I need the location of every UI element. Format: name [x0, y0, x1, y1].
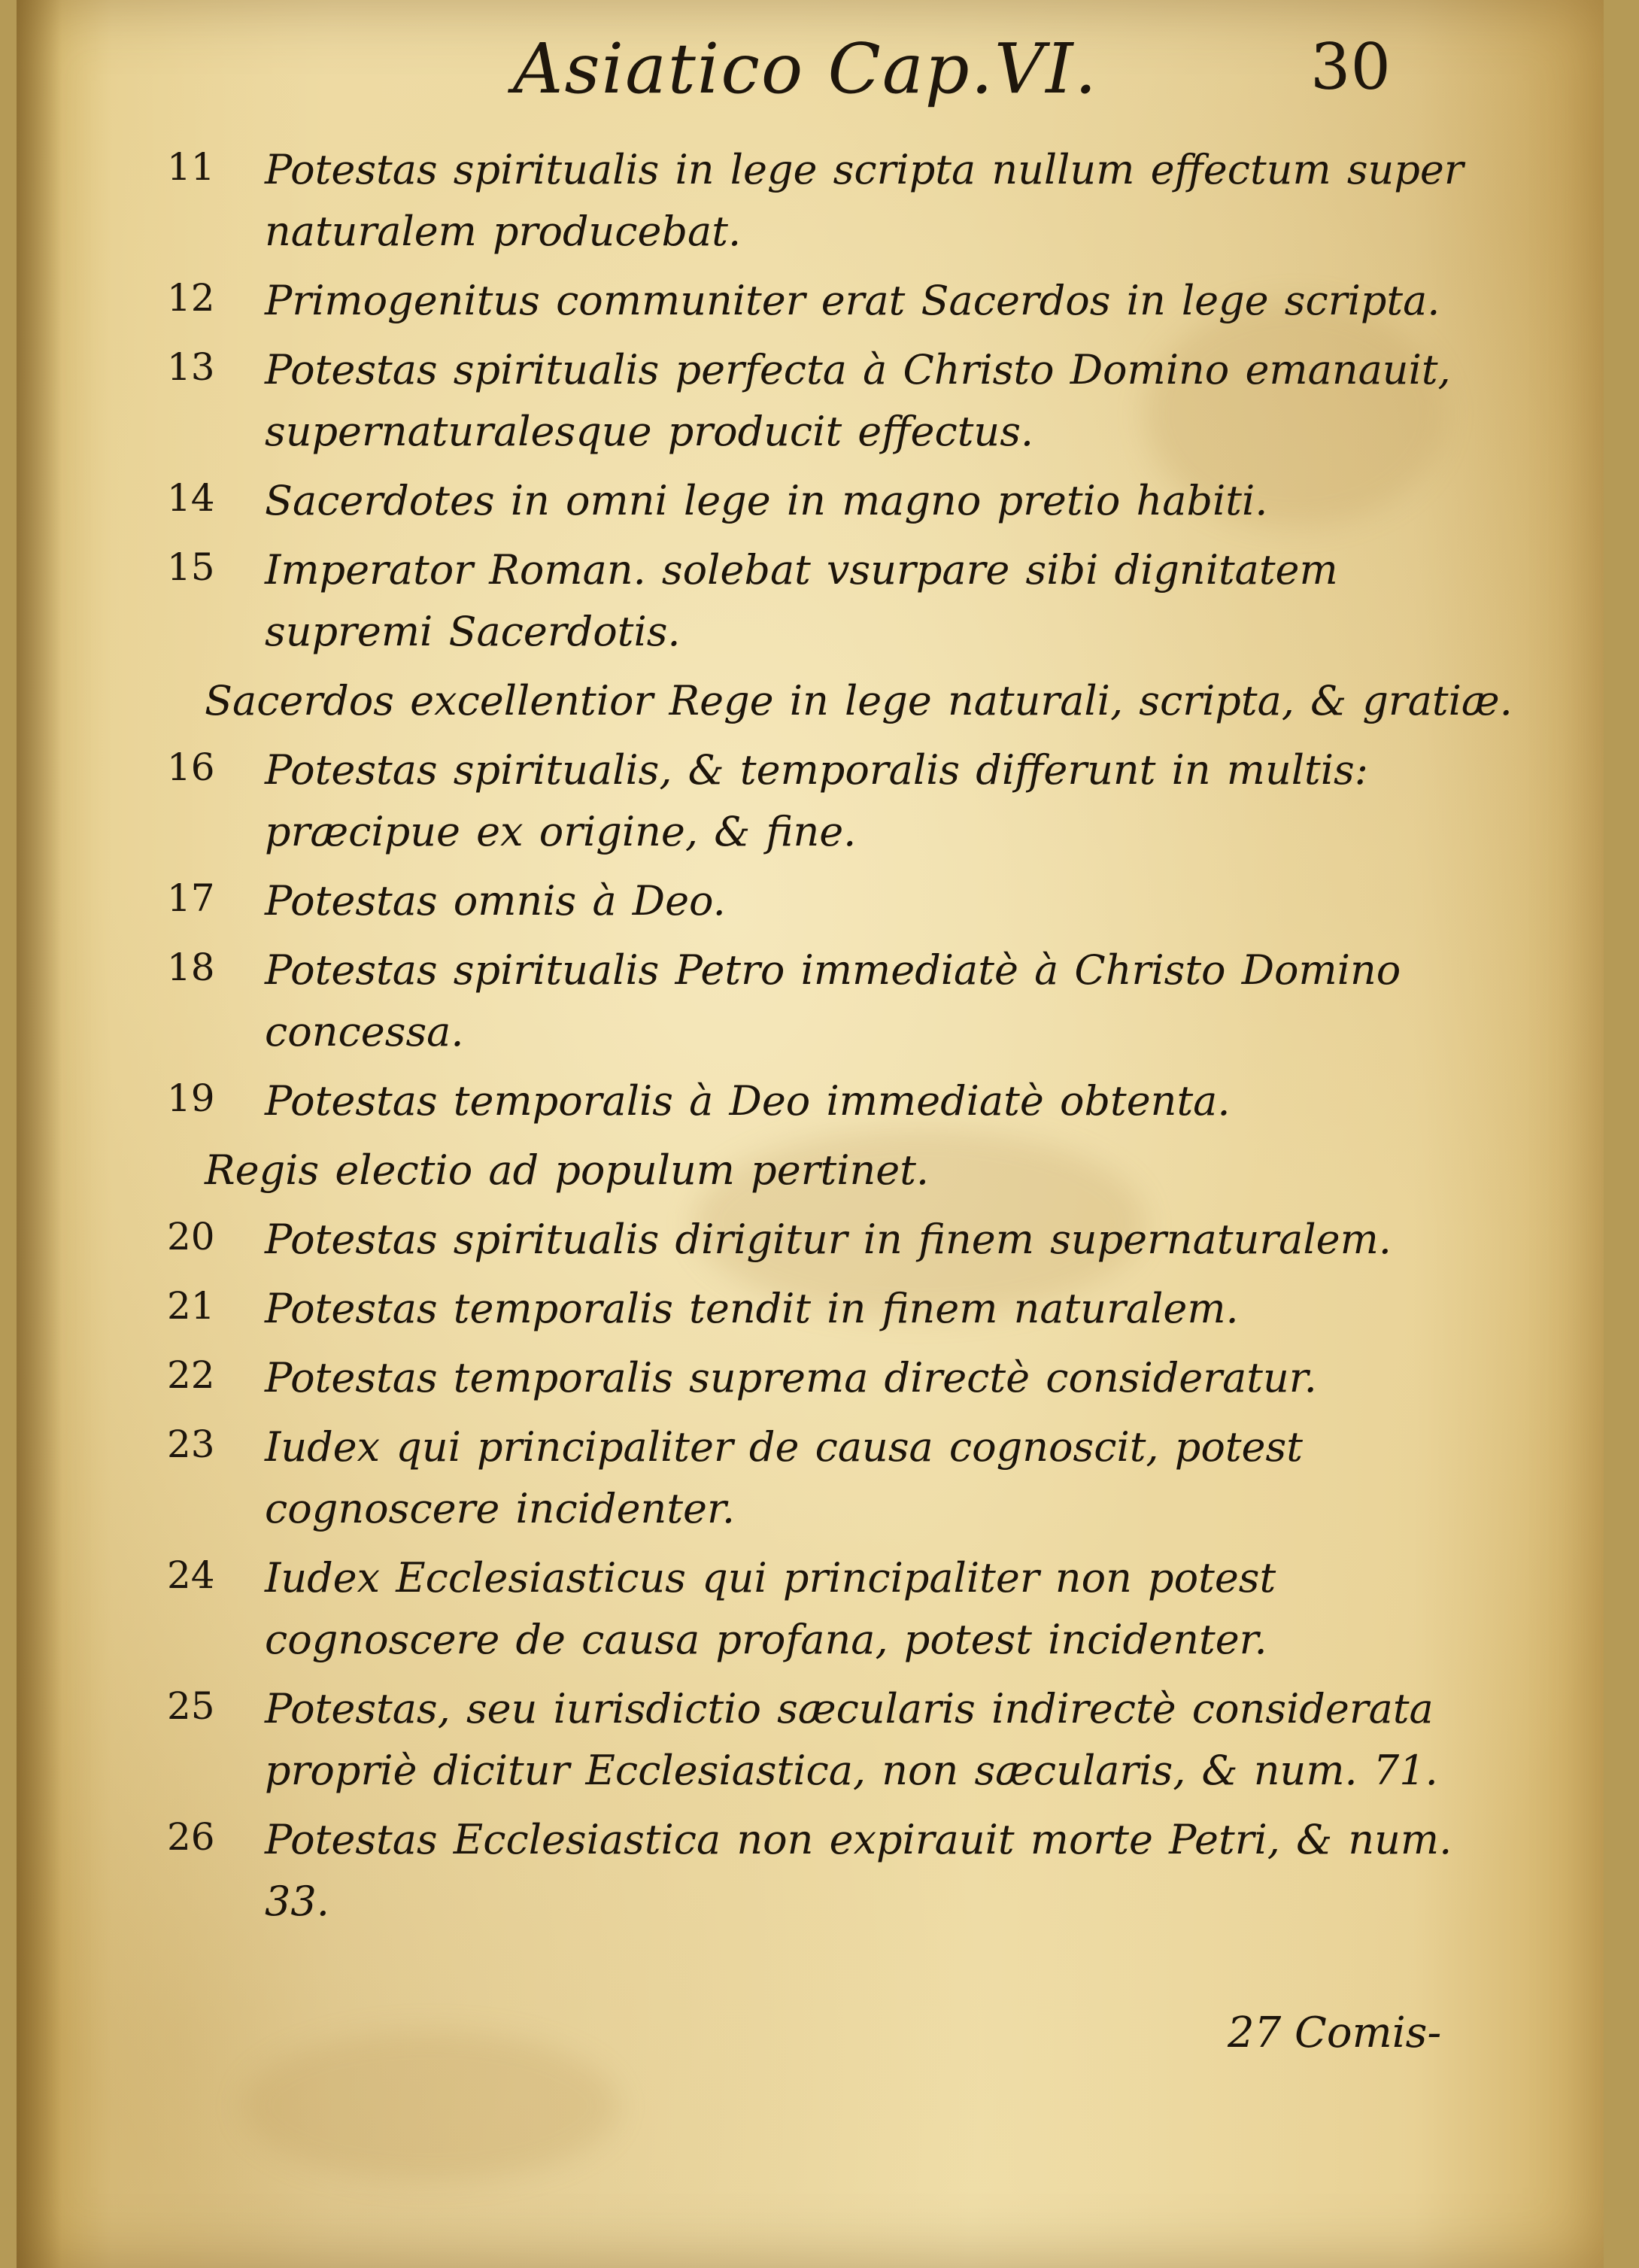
entry-number: 23: [167, 1422, 215, 1466]
entry-number: 11: [167, 145, 215, 189]
summary-entry: [167, 470, 1513, 532]
entry-number: 20: [167, 1215, 215, 1258]
summary-entry: [167, 940, 1513, 1063]
summary-entry: [167, 339, 1513, 463]
entry-number: 18: [167, 946, 215, 989]
summary-entry: [167, 139, 1513, 263]
entry-text: Primogenitus communiter erat Sacerdos in lege scripta.: [265, 277, 1440, 324]
entry-text: Potestas, seu iurisdictio sæcularis indirectè considerata propriè dicitur Ecclesiastica, non sæcularis, & num. 71.: [265, 1685, 1438, 1794]
entry-text: Potestas temporalis tendit in finem naturalem.: [265, 1285, 1239, 1332]
entry-number: 19: [167, 1076, 215, 1120]
entry-number: 22: [167, 1353, 215, 1397]
entry-number: 13: [167, 345, 215, 389]
entry-number: 24: [167, 1553, 215, 1597]
entry-number: 21: [167, 1284, 215, 1328]
page-edge-shadow: [17, 0, 62, 2268]
entry-text: Potestas spiritualis perfecta à Christo Domino emanauit, supernaturalesque producit effectus.: [265, 346, 1451, 455]
entry-number: 15: [167, 545, 215, 589]
summary-entry: [167, 1547, 1513, 1671]
entry-text: Potestas spiritualis in lege scripta nullum effectum super naturalem producebat.: [265, 146, 1464, 255]
entry-text: Sacerdos excellentior Rege in lege naturali, scripta, & gratiæ.: [205, 677, 1513, 724]
entry-number: 25: [167, 1684, 215, 1728]
summary-entry: [167, 870, 1513, 932]
entry-text: Potestas temporalis à Deo immediatè obtenta.: [265, 1077, 1231, 1125]
summary-list: [167, 139, 1513, 1940]
summary-entry: [167, 1809, 1513, 1933]
entry-number: 12: [167, 276, 215, 320]
entry-text: Potestas spiritualis, & temporalis differunt in multis: præcipue ex origine, & fine.: [265, 746, 1368, 855]
page-header: [17, 21, 1604, 111]
entry-text: Imperator Roman. solebat vsurpare sibi dignitatem supremi Sacerdotis.: [265, 546, 1338, 655]
summary-entry: [175, 1140, 1513, 1201]
entry-text: Potestas spiritualis Petro immediatè à Christo Domino concessa.: [265, 946, 1401, 1055]
entry-text: Iudex Ecclesiasticus qui principaliter non potest cognoscere de causa profana, potest incidenter.: [265, 1554, 1276, 1663]
entry-text: Potestas temporalis suprema directè consideratur.: [265, 1354, 1317, 1401]
entry-number: 14: [167, 476, 215, 520]
summary-entry: [167, 1416, 1513, 1540]
entry-text: Iudex qui principaliter de causa cognoscit, potest cognoscere incidenter.: [265, 1423, 1303, 1532]
entry-text: Sacerdotes in omni lege in magno pretio habiti.: [265, 477, 1268, 524]
summary-entry: [167, 1678, 1513, 1802]
summary-entry: [167, 539, 1513, 663]
paper-stain: [242, 2031, 618, 2181]
entry-text: Potestas Ecclesiastica non expirauit morte Petri, & num. 33.: [265, 1816, 1452, 1925]
entry-text: Potestas omnis à Deo.: [265, 877, 726, 925]
entry-number: 16: [167, 745, 215, 789]
entry-text: Potestas spiritualis dirigitur in finem supernaturalem.: [265, 1216, 1392, 1263]
book-page: [17, 0, 1604, 2268]
summary-entry: [175, 670, 1513, 732]
summary-entry: [167, 270, 1513, 332]
page-number: 30: [1310, 30, 1391, 104]
summary-entry: [167, 1070, 1513, 1132]
summary-entry: [167, 1347, 1513, 1409]
entry-number: 26: [167, 1815, 215, 1859]
running-title: Asiatico Cap.VI.: [513, 29, 1098, 109]
catchword: 27 Comis-: [1228, 2008, 1442, 2057]
entry-text: Regis electio ad populum pertinet.: [205, 1146, 930, 1194]
summary-entry: [167, 739, 1513, 863]
summary-entry: [167, 1278, 1513, 1340]
summary-entry: [167, 1209, 1513, 1271]
entry-number: 17: [167, 876, 215, 920]
